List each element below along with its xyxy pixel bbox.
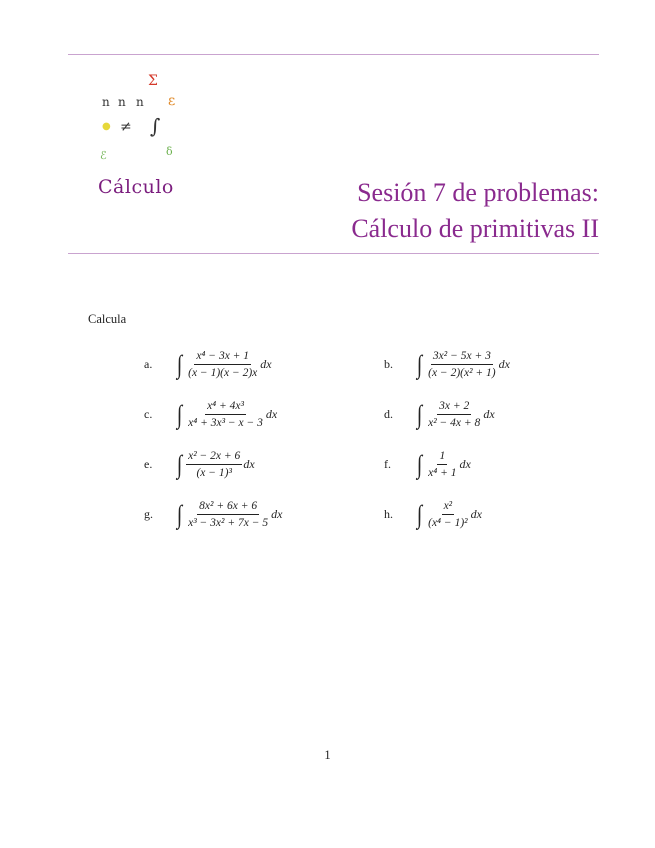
calculo-logo (96, 74, 196, 198)
numerator: 1 (437, 450, 447, 465)
integral-sign: ∫ (176, 349, 183, 379)
epsilon-glyph: ε (168, 93, 176, 109)
logo-n-glyph: n (102, 95, 110, 109)
fraction (426, 450, 458, 479)
differential: dx (243, 457, 255, 471)
denominator: (x − 2)(x² + 1) (428, 367, 496, 379)
logo-word: Cálculo (98, 176, 174, 198)
problem-d (384, 400, 495, 429)
fraction (186, 450, 242, 479)
differential: dx (483, 407, 495, 421)
fraction (426, 350, 498, 379)
numerator: 3x² − 5x + 3 (431, 350, 493, 365)
logo-green-mark: ẟ (166, 145, 173, 158)
problem-c (144, 400, 277, 429)
differential: dx (470, 507, 482, 521)
problem-label: a. (144, 357, 153, 371)
bottom-rule (68, 253, 599, 254)
integral-glyph: ∫ (150, 114, 161, 138)
fraction (186, 400, 265, 429)
denominator: x⁴ + 3x³ − x − 3 (188, 417, 263, 429)
problem-label: f. (384, 457, 391, 471)
integral-sign: ∫ (176, 449, 183, 479)
denominator: x² − 4x + 8 (428, 417, 481, 429)
fraction (426, 500, 469, 529)
problem-a (144, 350, 272, 379)
integral-sign: ∫ (416, 499, 423, 529)
integral-sign: ∫ (176, 499, 183, 529)
numerator: x² − 2x + 6 (186, 450, 242, 465)
numerator: x⁴ − 3x + 1 (194, 350, 251, 365)
page-number: 1 (324, 748, 331, 762)
sigma-glyph: Σ (148, 73, 158, 89)
logo-n-glyph: n (136, 95, 144, 109)
problem-label: h. (384, 507, 393, 521)
problem-f (384, 450, 471, 479)
problem-label: g. (144, 507, 153, 521)
denominator: (x − 1)³ (196, 467, 232, 479)
problem-label: c. (144, 407, 153, 421)
denominator: (x − 1)(x − 2)x (188, 367, 258, 379)
top-rule (68, 54, 599, 55)
page-title-line-1: Sesión 7 de problemas: (357, 178, 599, 207)
logo-green-mark: ℰ (100, 149, 107, 162)
logo-n-glyph: n (118, 95, 126, 109)
integral-sign: ∫ (416, 449, 423, 479)
problem-label: d. (384, 407, 393, 421)
problem-e (144, 450, 255, 479)
differential: dx (260, 357, 272, 371)
page-title-line-2: Cálculo de primitivas II (351, 214, 599, 243)
integral-sign: ∫ (416, 399, 423, 429)
denominator: (x⁴ − 1)² (428, 517, 468, 529)
fraction (186, 500, 270, 529)
problem-b (384, 350, 510, 379)
numerator: x⁴ + 4x³ (205, 400, 246, 415)
differential: dx (271, 507, 283, 521)
problem-label: e. (144, 457, 153, 471)
denominator: x³ − 3x² + 7x − 5 (188, 517, 269, 529)
not-equal-glyph: ≠ (120, 119, 132, 135)
numerator: 8x² + 6x + 6 (197, 500, 259, 515)
integral-sign: ∫ (176, 399, 183, 429)
numerator: 3x + 2 (437, 400, 471, 415)
denominator: x⁴ + 1 (428, 467, 457, 479)
intro-text: Calcula (88, 312, 127, 326)
differential: dx (498, 357, 510, 371)
logo-dot: ● (102, 121, 111, 132)
numerator: x² (442, 500, 455, 515)
problem-g (144, 500, 282, 529)
integral-sign: ∫ (416, 349, 423, 379)
fraction (186, 350, 259, 379)
fraction (426, 400, 482, 429)
differential: dx (459, 457, 471, 471)
problem-label: b. (384, 357, 393, 371)
problem-h (384, 500, 482, 529)
differential: dx (265, 407, 278, 421)
